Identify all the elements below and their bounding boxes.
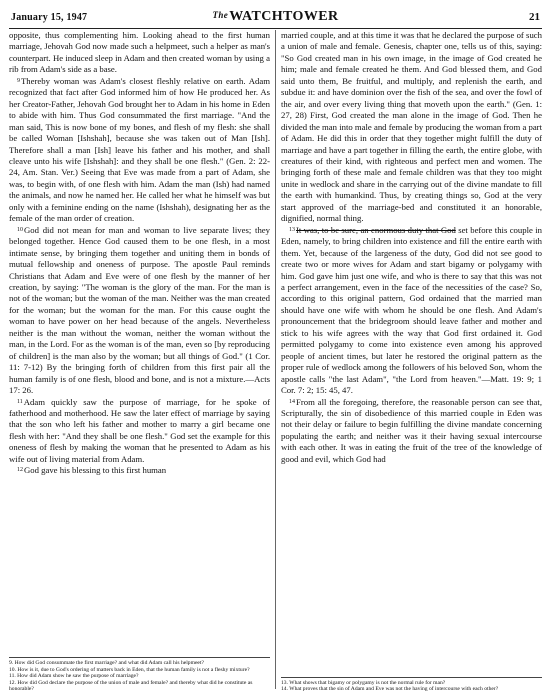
- masthead-name: WATCHTOWER: [229, 9, 339, 24]
- paragraph-9: [9, 76, 270, 225]
- study-question: 10. How is it, due to God's ordering of matters back in Eden, that the human family is not a fleshy mixture?: [9, 666, 250, 673]
- paragraph-number: 12: [17, 467, 23, 474]
- column-divider: [275, 30, 276, 689]
- paragraph-number: 14: [289, 398, 295, 405]
- right-column: [281, 30, 542, 693]
- paragraph-number: 9: [17, 77, 20, 84]
- paragraph-text: Thereby woman was Adam's closest fleshly relative on earth. Adam recognized that fact after God informed him of how He produced her. As her Creator-Father, Jehovah God brought her to Adam in his home in Eden to abide with him. Thus God consummated the first marriage. "And the man said, This is now bone of my bones, and flesh of my flesh: she shall be called Woman [Ishshah], because she was taken out of Man [Ish]. Therefore shall a man [Ish] leave his father and his mother, and shall cleave unto his wife [Ishshah]: and they shall be one flesh." (Gen. 2: 22-24, Am. Stan. Ver.) Seeing that Eve was made from a part of Adam, she was, to begin with, of one flesh with him. Adam the man (Ish) had named the animals, and now he named her. He called her what he himself was but only with a feminine ending on the name (Ishshah), designating her as the female of the man order of creation.: [9, 75, 270, 224]
- masthead-title: [9, 9, 542, 25]
- paragraph-number: 11: [17, 398, 23, 405]
- study-question: 12. How did God declare the purpose of the union of male and female? and thereby what did he constitute as honorable?: [9, 679, 253, 693]
- paragraph-number: 10: [17, 226, 23, 233]
- study-questions-right: [281, 677, 542, 693]
- article-body: [9, 30, 542, 693]
- issue-date: January 15, 1947: [11, 12, 88, 23]
- study-questions-left: [9, 657, 270, 693]
- paragraph-text: God gave his blessing to this first human: [24, 465, 167, 476]
- study-question: 13. What shows that bigamy or polygamy is not the normal rule for man?: [281, 679, 446, 686]
- page-header: [9, 6, 542, 29]
- paragraph-continued: married couple, and at this time it was that he declared the purpose of such a union of male and female. Genesis, chapter one, tells us of this, saying: "So God created man in his own image, in the image of God created he him; male and female created he them. And God blessed them, and God said unto them, Be fruitful, and multiply, and replenish the earth, and subdue it: and have dominion over the fish of the sea, and over the fowl of the air, and over every living thing that moveth upon the earth." (Gen. 1: 27, 28) First, God created the man alone in the image of God. Then he divided the man into male and female by producing the woman from a part of Adam. He did this in order that they together might fulfill the duty of marriage and have a part together in filling the earth, the entire globe, with creatures of their kind, with righteous and perfect men and women. The bringing forth of these male and female children was that they too might unite in wedlock and share in the carrying out of the divine mandate to fill the earth with humankind. Thus, by creating things so, God at the very start approved of the marriage-bed and constituted it an honorable, dignified, normal thing.: [281, 30, 542, 224]
- paragraph-text: From all the foregoing, therefore, the reasonable person can see that, Scripturally, the sin of disobedience of this married couple in Eden was not their delay or failure to begin fulfilling the divine mandate concerning populating the earth; and neither was it their having sexual intercourse with each other. It was in eating the fruit of the tree of the knowledge of good and evil, which God had: [281, 396, 542, 464]
- paragraph-11: [9, 397, 270, 466]
- paragraph-text: Adam quickly saw the purpose of marriage, for he spoke of fatherhood and motherhood. He saw the later effect of marriage by saying that the son who left his father and mother to marry a girl became one flesh with her: "And they shall be one flesh." God set the example for this oneness of flesh by making the woman that he presented to Adam as his wife out of living material from Adam.: [9, 396, 270, 464]
- paragraph-12: [9, 465, 270, 476]
- left-column: [9, 30, 270, 693]
- paragraph-10: [9, 225, 270, 397]
- study-question: 14. What proves that the sin of Adam and Eve was not the having of intercourse with each other?: [281, 686, 499, 693]
- paragraph-text: God did not mean for man and woman to live separate lives; they belonged together. Hence God caused them to be one flesh, in a most intimate sense, by bringing them together and uniting them in bonds of mutual fellowship and oneness of purpose. The apostle Paul reminds Christians that Adam and Eve were of one flesh by the manner of her creation, by saying: "The woman is the glory of the man. For the man is not of the woman; but the woman of the man. Neither was the man created for the woman; but the woman for the man. For this cause ought the woman to have power on her head because of the angels. Nevertheless neither is the man without the woman, neither the woman without the man, in the Lord. For as the woman is of the man, even so [by reproducing of children] is the man also by the woman; but all things of God." (1 Cor. 11: 7-12) By the bringing forth of children from this first pair all the human family is of one flesh, blood and bone, and is not a mixture.—Acts 17: 26.: [9, 224, 270, 396]
- study-question: 11. How did Adam show he saw the purpose of marriage?: [9, 673, 139, 680]
- paragraph-13: [281, 225, 542, 397]
- masthead-prefix: The: [212, 10, 229, 20]
- paragraph-continued: opposite, thus complementing him. Looking ahead to the first human marriage, Jehovah God now made such a helpmeet, such a helper as man's counterpart. He induced sleep in Adam and then created woman by using a rib from Adam's side as a base.: [9, 30, 270, 75]
- study-question: 9. How did God consummate the first marriage? and what did Adam call his helpmeet?: [9, 660, 204, 667]
- paragraph-number: 13: [289, 226, 295, 233]
- paragraph-14: [281, 397, 542, 466]
- paragraph-text: set before this couple in Eden, namely, to bring children into existence and fill the entire earth with them. Yet, because of the largeness of the duty, God did not see good to create two or more wives for Adam and start bigamy or polygamy with him. God gave him just one wife, and who is there to say that this was not a perfect arrangement, even in the face of the necessities of the case? So, according to this original pattern, God ordained that the married man should have one wife with whom he should be one flesh. And Adam's pronouncement that the bridegroom should leave father and mother and stick to his wife agrees with the way that God first ordained it. God permitted polygamy to come into existence even among his approved people of ancient times, but later he restored the original pattern as the proper rule of wedlock among the followers of his beloved Son, whom the apostle calls "the last Adam", "the Lord from heaven."—Matt. 19: 9; 1 Cor. 7: 2; 15: 45, 47.: [281, 224, 542, 396]
- page-number: 21: [529, 11, 540, 23]
- struck-through-text: It was, to be sure, an enormous duty that God: [296, 224, 456, 235]
